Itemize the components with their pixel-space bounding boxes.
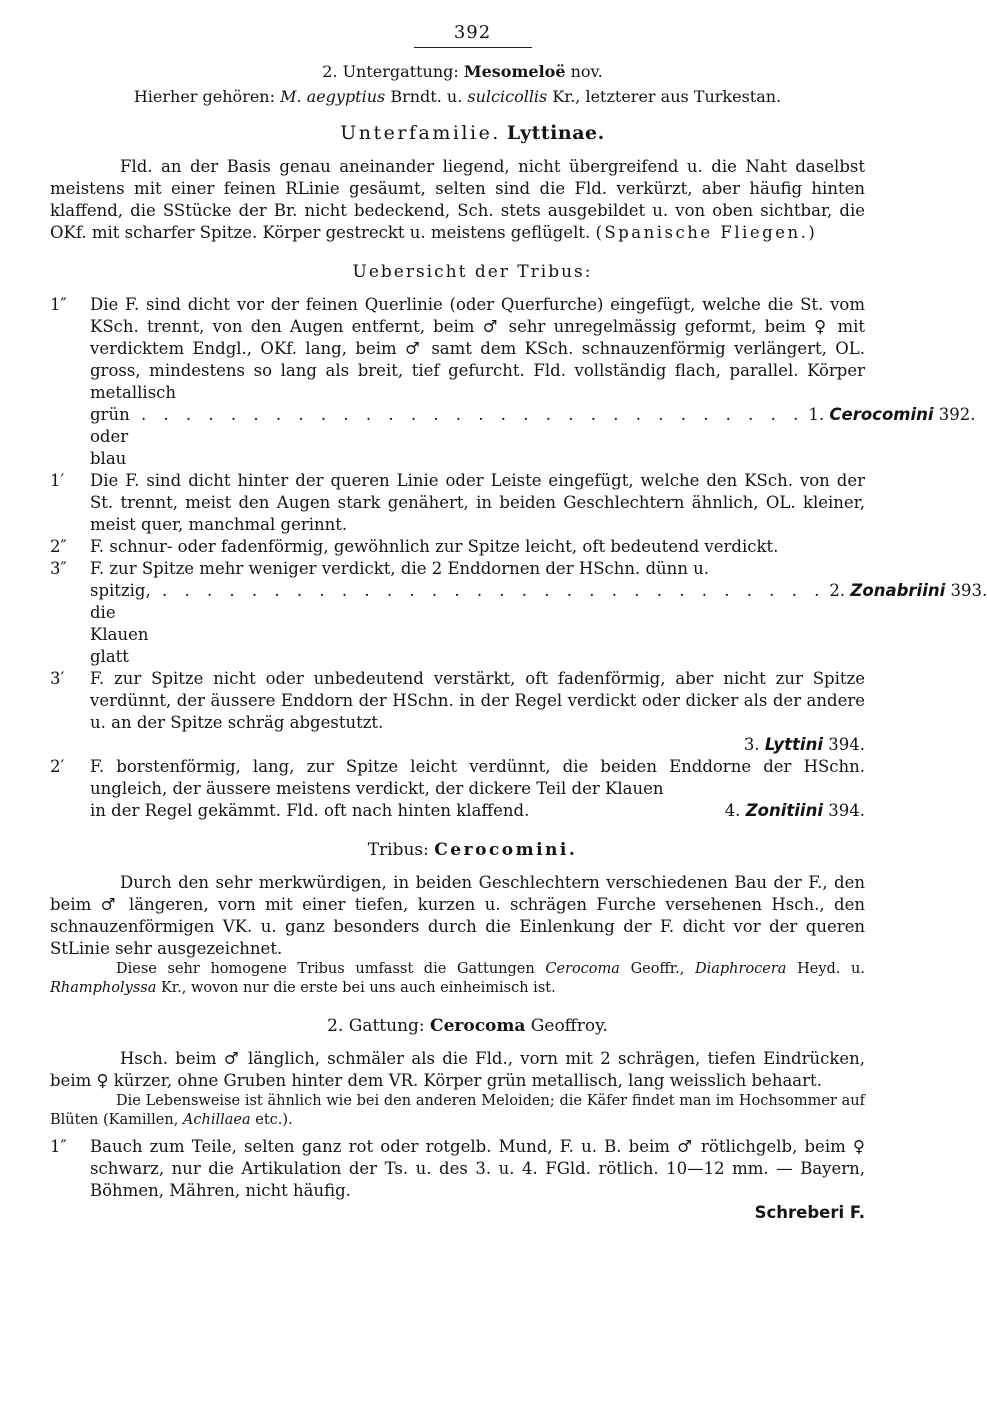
ref-tribus-name: Cerocomini <box>829 405 934 424</box>
tribus-key <box>50 294 987 822</box>
ref-number: 2. <box>829 581 846 600</box>
unterfamilie-label: Unterfamilie. <box>340 122 501 144</box>
ref-number: 4. <box>724 801 741 820</box>
intro-text: Fld. an der Basis genau aneinander liegend, nicht übergreifend u. die Naht daselbst meistens mit einer feinen RLinie gesäumt, selten sind die Fld. verkürzt, aber häufig hinten klaffend, die SStücke der Br. nicht bedeckend, Sch. stets ausgebildet u. von oben sichtbar, die OKf. mit scharfer Spitze. Körper gestreckt u. meistens geflügelt. <box>50 157 865 242</box>
key-text: F. borstenförmig, lang, zur Spitze leicht verdünnt, die beiden Enddorne der HSchn. ungleich, der äussere meistens verdickt, der dickere Teil der Klauen <box>90 757 865 798</box>
ref-page: 392. <box>938 405 976 424</box>
gattung-note-text: Die Lebensweise ist ähnlich wie bei den anderen Meloiden; die Käfer findet man im Hochsommer auf Blüten (Kamillen, <box>50 1093 865 1128</box>
key-number: 3″ <box>50 559 67 578</box>
key-reference <box>721 800 865 822</box>
gattung-note <box>50 1092 865 1130</box>
hierher-text-2: Brndt. u. <box>390 87 463 106</box>
key-entry-end <box>90 404 976 470</box>
untergattung-heading <box>50 62 865 81</box>
key-number: 3′ <box>50 669 65 688</box>
key-entry-end <box>90 800 865 822</box>
ref-page: 394. <box>828 801 865 820</box>
genus-name: Diaphrocera <box>694 961 787 977</box>
key-reference <box>90 734 865 756</box>
ref-tribus-name: Lyttini <box>764 735 823 754</box>
ref-tribus-name: Zonabriini <box>850 581 946 600</box>
key-entry <box>50 536 865 558</box>
species-entry <box>50 1136 865 1224</box>
tribus-note-text: Geoffr., <box>630 961 685 977</box>
hierher-line <box>50 85 865 108</box>
intro-paren: (Spanische Fliegen.) <box>595 223 818 242</box>
gattung-heading <box>50 1016 865 1036</box>
page-number-rule <box>414 47 532 48</box>
gattung-prefix: 2. Gattung: <box>327 1016 425 1036</box>
gattung-author: Geoffroy. <box>530 1016 608 1036</box>
species-text: Bauch zum Teile, selten ganz rot oder rotgelb. Mund, F. u. B. beim ♂ rötlichgelb, beim ♀ schwarz, nur die Artikulation der Ts. u. des 3. u. 4. FGld. rötlich. 10—12 mm. — Bayern, Böhmen, Mähren, nicht häufig. <box>90 1137 865 1200</box>
hierher-text-1: Hierher gehören: <box>133 87 275 106</box>
key-entry-end <box>90 580 987 668</box>
page-number: 392 <box>453 22 492 43</box>
genus-name: Cerocoma <box>545 961 620 977</box>
ref-number: 3. <box>743 735 760 754</box>
intro-paragraph <box>50 156 865 244</box>
key-reference <box>825 580 987 668</box>
gattung-paragraph: Hsch. beim ♂ länglich, schmäler als die Fld., vorn mit 2 schrägen, tiefen Eindrücken, beim ♀ kürzer, ohne Gruben hinter dem VR. Körper grün metallisch, lang weisslich behaart. <box>50 1049 865 1090</box>
page <box>50 22 987 1224</box>
ref-page: 393. <box>950 581 987 600</box>
leader-dots: . . . . . . . . . . . . . . . . . . . . . . . . . . . . . . <box>129 405 805 424</box>
key-text: F. zur Spitze nicht oder unbedeutend verstärkt, oft fadenförmig, aber nicht zur Spitze verdünnt, der äussere Enddorn der HSchn. in der Regel verdickt oder dicker als der andere u. an der Spitze schräg abgestutzt. <box>90 669 865 732</box>
key-entry <box>50 756 865 822</box>
genus-name: Achillaea <box>182 1112 251 1128</box>
key-tail: spitzig, die Klauen glatt <box>90 581 151 666</box>
gattung-name: Cerocoma <box>430 1016 526 1036</box>
tribus-heading <box>50 840 865 860</box>
key-entry <box>50 668 865 756</box>
unterfamilie-heading <box>50 122 865 144</box>
key-number: 1′ <box>50 471 65 490</box>
gattung-note-text: etc.). <box>255 1112 293 1128</box>
ref-number: 1. <box>808 405 825 424</box>
untergattung-name: Mesomeloë <box>463 62 566 81</box>
untergattung-suffix: nov. <box>570 62 603 81</box>
key-tail: in der Regel gekämmt. Fld. oft nach hinten klaffend. <box>90 801 530 820</box>
tribus-name: Cerocomini. <box>434 840 578 860</box>
key-number: 1″ <box>50 1137 67 1156</box>
key-tail: grün oder blau <box>90 405 130 468</box>
tribus-note-text: Diese sehr homogene Tribus umfasst die Gattungen <box>116 961 535 977</box>
key-number: 2′ <box>50 757 65 776</box>
key-reference <box>804 404 975 470</box>
leader-dots: . . . . . . . . . . . . . . . . . . . . . . . . . . . . . . <box>150 581 826 600</box>
key-text: Die F. sind dicht vor der feinen Querlinie (oder Querfurche) eingefügt, welche die St. vom KSch. trennt, von den Augen entfernt, beim ♂ sehr unregelmässig geformt, beim ♀ mit verdicktem Endgl., OKf. lang, beim ♂ samt dem KSch. schnauzenförmig verlängert, OL. gross, mindestens so lang als breit, tief gefurcht. Fld. vollständig flach, parallel. Körper metallisch <box>90 295 865 402</box>
key-text: F. zur Spitze mehr weniger verdickt, die 2 Enddornen der HSchn. dünn u. <box>90 559 710 578</box>
uebersicht-heading: Uebersicht der Tribus: <box>352 262 593 282</box>
key-text: F. schnur- oder fadenförmig, gewöhnlich zur Spitze leicht, oft bedeutend verdickt. <box>90 537 779 556</box>
hierher-species-2: sulcicollis <box>467 87 548 106</box>
genus-name: Rhampholyssa <box>50 980 157 996</box>
unterfamilie-name: Lyttinae. <box>506 122 605 144</box>
key-entry <box>50 558 987 668</box>
untergattung-prefix: 2. Untergattung: <box>322 62 459 81</box>
key-number: 2″ <box>50 537 67 556</box>
species-name: Schreberi F. <box>754 1203 865 1222</box>
key-entry <box>50 470 865 536</box>
hierher-text-3: Kr., letzterer aus Turkestan. <box>552 87 782 106</box>
tribus-note <box>50 960 865 998</box>
ref-tribus-name: Zonitiini <box>745 801 823 820</box>
key-number: 1″ <box>50 295 67 314</box>
key-entry <box>50 294 976 470</box>
key-text: Die F. sind dicht hinter der queren Linie oder Leiste eingefügt, welche den KSch. von der St. trennt, meist den Augen stark genähert, in beiden Geschlechtern ähnlich, OL. kleiner, meist quer, manchmal gerinnt. <box>90 471 865 534</box>
tribus-note-text: Heyd. u. <box>797 961 865 977</box>
tribus-label: Tribus: <box>367 840 429 860</box>
tribus-note-text: Kr., wovon nur die erste bei uns auch einheimisch ist. <box>160 980 556 996</box>
species-name-line <box>90 1202 865 1224</box>
ref-page: 394. <box>828 735 865 754</box>
hierher-species-1: M. aegyptius <box>280 87 386 106</box>
tribus-paragraph: Durch den sehr merkwürdigen, in beiden Geschlechtern verschiedenen Bau der F., den beim ♂ längeren, vorn mit einer tiefen, kurzen u. schrägen Furche versehenen Hsch., den schnauzenförmigen VK. u. ganz besonders durch die Einlenkung der F. dicht vor der queren StLinie sehr ausgezeichnet. <box>50 873 865 958</box>
